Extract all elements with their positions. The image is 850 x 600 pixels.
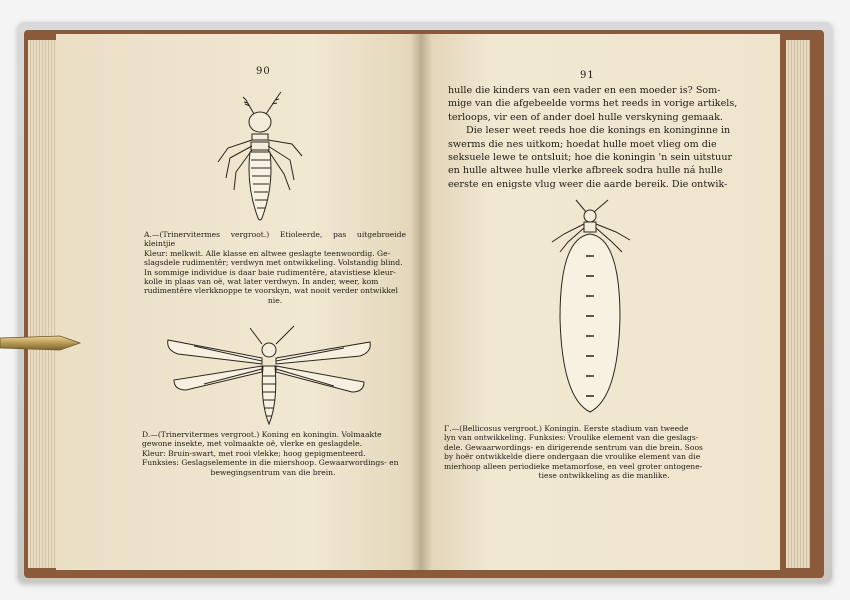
book-gutter bbox=[410, 34, 432, 570]
caption-g-line: dele. Gewaarwordings- en dirigerende sentrum van die brein. Soos bbox=[444, 442, 703, 452]
text-line: Die leser weet reeds hoe die konings en koninginne in bbox=[466, 125, 731, 137]
text-line: terloops, vir een of ander doel hulle verskyning gemaak. bbox=[448, 111, 723, 123]
caption-g-line: lyn van ontwikkeling. Funksies: Vroulike element van die geslags- bbox=[444, 433, 699, 443]
page-number-right: 91 bbox=[580, 70, 595, 81]
caption-a-line: slagsdele rudimentêr; verdwyn met ontwikkeling. Volstandig blind. bbox=[144, 258, 403, 268]
caption-a-line: In sommige individue is daar baie rudimentêre, atavistiese kleur- bbox=[144, 267, 396, 277]
text-line: swerms die nes uitkom; hoedat hulle moet vlieg om die bbox=[448, 138, 717, 150]
caption-g-line: mierhoop alleen periodieke metamorfose, en veel groter ontogene- bbox=[444, 461, 703, 471]
right-page bbox=[420, 34, 780, 570]
body-text bbox=[448, 84, 766, 191]
caption-d-line: gewone insekte, met volmaakte oë, vlerke en geslagdele. bbox=[142, 439, 362, 449]
caption-a-line: rudimentêre vlerkknoppe te voorskyn, wat nooit verder ontwikkel bbox=[144, 286, 398, 296]
text-line: mige van die afgebeelde vorms het reeds in vorige artikels, bbox=[448, 98, 738, 110]
caption-a-last-line: nie. bbox=[267, 295, 283, 305]
page-edges-left bbox=[28, 40, 58, 568]
text-line: en hulle altwee hulle vlerke afbreek sodra hulle ná hulle bbox=[448, 165, 723, 177]
caption-g bbox=[444, 424, 764, 480]
paragraph-1 bbox=[448, 84, 766, 124]
caption-a-line: A.—(Trinervitermes vergroot.) Etioleerde, pas uitgebroeide kleintjie bbox=[144, 230, 406, 249]
left-page bbox=[56, 34, 420, 570]
text-line: seksuele lewe te ontsluit; hoe die koningin 'n sein uitstuur bbox=[448, 152, 733, 164]
caption-a-line: Kleur: melkwit. Alle klasse en altwee geslagte teenwoordig. Ge- bbox=[144, 248, 391, 258]
caption-d-line: D.—(Trinervitermes vergroot.) Koning en koningin. Volmaakte bbox=[142, 430, 382, 439]
figure-d-winged-termite-illustration bbox=[164, 322, 374, 428]
page-number-left: 90 bbox=[256, 66, 271, 77]
caption-d-line: Funksies: Geslagselemente in die miershoop. Gewaarwordings- en bbox=[142, 458, 399, 468]
caption-g-line: by hoër ontwikkelde diere ondergaan die vroulike element van die bbox=[444, 452, 701, 462]
caption-g-line: Γ.—(Bellicosus vergroot.) Koningin. Eerste stadium van tweede bbox=[444, 424, 689, 433]
caption-d-line: Kleur: Bruin-swart, met rooi vlekke; hoog gepigmenteerd. bbox=[142, 448, 366, 458]
caption-d bbox=[142, 430, 404, 477]
figure-g-queen-illustration bbox=[546, 198, 636, 418]
letter-opener bbox=[0, 332, 82, 354]
page-edges-right bbox=[786, 40, 810, 568]
caption-a bbox=[144, 230, 406, 305]
paragraph-2 bbox=[448, 124, 766, 191]
caption-g-last-line: tiese ontwikkeling as die manlike. bbox=[538, 471, 670, 481]
text-line: hulle die kinders van een vader en een moeder is? Som- bbox=[448, 85, 721, 96]
caption-d-last-line: bewegingsentrum van die brein. bbox=[210, 467, 336, 477]
figure-a-nymph-illustration bbox=[206, 86, 316, 226]
text-line: eerste en enigste vlug weer die aarde bereik. Die ontwik- bbox=[448, 178, 728, 190]
caption-a-line: kolle in plaas van oë, wat later verdwyn. In ander, weer, kom bbox=[144, 277, 379, 287]
